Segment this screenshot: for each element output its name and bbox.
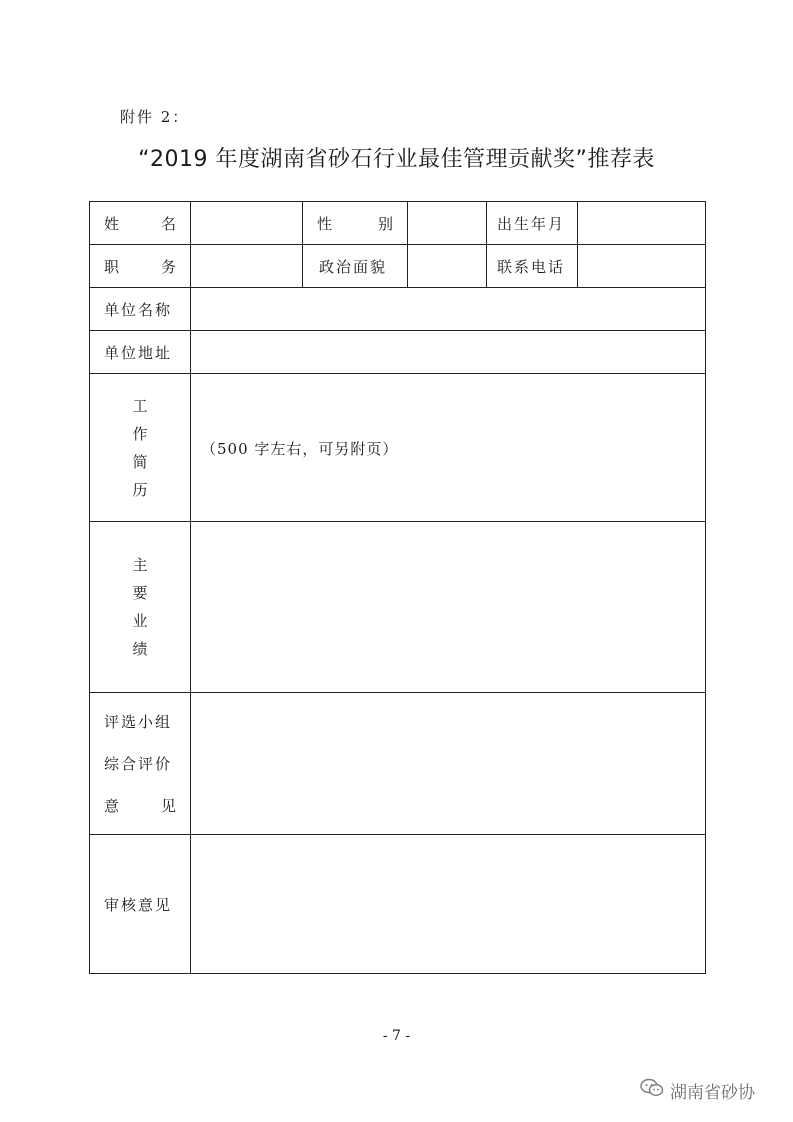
label-birth-date: 出生年月 bbox=[497, 214, 566, 233]
label-phone: 联系电话 bbox=[497, 257, 566, 276]
label-position bbox=[90, 245, 190, 287]
label-evaluation-line-1: 评选小组 bbox=[104, 712, 173, 731]
company-name-field[interactable] bbox=[191, 288, 705, 330]
work-history-field[interactable] bbox=[191, 374, 705, 521]
name-field[interactable] bbox=[191, 202, 302, 244]
wechat-icon bbox=[640, 1078, 664, 1103]
label-work-history-char-3: 简 bbox=[132, 452, 148, 471]
attachment-label: 附件 2： bbox=[120, 108, 190, 126]
label-evaluation-char-2: 见 bbox=[160, 796, 176, 815]
achievements-field[interactable] bbox=[191, 522, 705, 692]
watermark-text: 湖南省砂协 bbox=[670, 1083, 755, 1103]
label-name-char-1: 姓 bbox=[104, 214, 120, 233]
label-work-history-char-1: 工 bbox=[132, 396, 148, 415]
label-review: 审核意见 bbox=[104, 895, 173, 914]
work-history-note: （500 字左右，可另附页） bbox=[201, 440, 399, 458]
label-achievements-char-1: 主 bbox=[132, 556, 148, 574]
label-gender-char-2: 别 bbox=[377, 214, 393, 233]
phone-field[interactable] bbox=[578, 245, 705, 287]
label-company-name: 单位名称 bbox=[104, 300, 173, 319]
company-address-field[interactable] bbox=[191, 331, 705, 373]
label-name-char-2: 名 bbox=[160, 214, 176, 233]
label-achievements-char-4: 绩 bbox=[132, 640, 148, 658]
label-evaluation bbox=[90, 693, 190, 834]
label-gender-char-1: 性 bbox=[317, 214, 333, 233]
position-field[interactable] bbox=[191, 245, 302, 287]
political-status-field[interactable] bbox=[408, 245, 486, 287]
page-title: “2019 年度湖南省砂石行业最佳管理贡献奖”推荐表 bbox=[138, 147, 655, 172]
watermark bbox=[640, 1078, 755, 1103]
page-number: - 7 - bbox=[382, 1028, 411, 1044]
label-company-address: 单位地址 bbox=[104, 343, 173, 362]
gender-field[interactable] bbox=[408, 202, 486, 244]
label-evaluation-char-1: 意 bbox=[104, 796, 120, 815]
label-name bbox=[90, 202, 190, 244]
label-evaluation-line-3 bbox=[104, 785, 176, 827]
birth-date-field[interactable] bbox=[578, 202, 705, 244]
label-position-char-2: 务 bbox=[160, 257, 176, 276]
review-field[interactable] bbox=[191, 835, 705, 973]
label-political-status: 政治面貌 bbox=[319, 257, 388, 276]
label-evaluation-line-2: 综合评价 bbox=[104, 754, 173, 773]
label-work-history bbox=[90, 374, 190, 521]
label-achievements bbox=[90, 522, 190, 692]
evaluation-field[interactable] bbox=[191, 693, 705, 834]
label-work-history-char-2: 作 bbox=[132, 424, 148, 443]
label-achievements-char-2: 要 bbox=[132, 584, 148, 602]
label-gender bbox=[303, 202, 407, 244]
label-position-char-1: 职 bbox=[104, 257, 120, 276]
recommendation-form bbox=[89, 201, 706, 974]
label-work-history-char-4: 历 bbox=[132, 480, 148, 499]
label-achievements-char-3: 业 bbox=[132, 612, 148, 630]
